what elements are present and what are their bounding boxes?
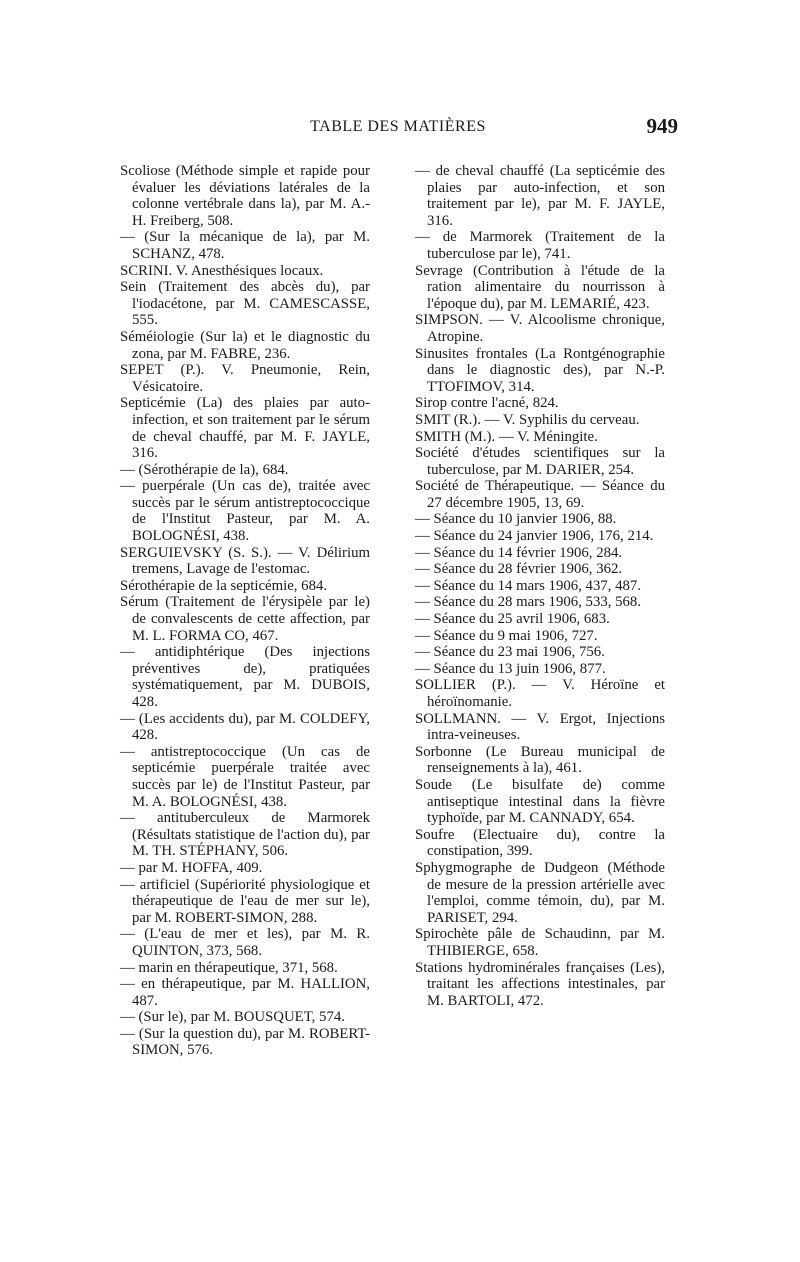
index-entry: — Séance du 14 mars 1906, 437, 487. [415, 577, 642, 594]
index-entry: Société de Thérapeutique. — Séance du 27 décembre 1905, 13, 69. [415, 478, 665, 511]
index-entry: Spirochète pâle de Schaudinn, par M. THIBIERGE, 658. [415, 926, 665, 959]
index-entry: — Séance du 25 avril 1906, 683. [415, 611, 610, 628]
index-entry: — Séance du 28 février 1906, 362. [415, 561, 623, 578]
right-column [415, 163, 665, 1009]
left-column [120, 163, 370, 1059]
index-entry: SEPET (P.). V. Pneumonie, Rein, Vésicatoire. [120, 362, 370, 395]
index-entry: Sérothérapie de la septicémie, 684. [120, 577, 328, 594]
index-entry: Sinusites frontales (La Rontgénographie dans le diagnostic des), par N.-P. TTOFIMOV, 314. [415, 345, 665, 395]
index-entry: Stations hydrominérales françaises (Les), traitant les affections intestinales, par M. BARTOLI, 472. [415, 959, 665, 1009]
index-entry: Société d'études scientifiques sur la tuberculose, par M. DARIER, 254. [415, 445, 665, 478]
index-entry: — de cheval chauffé (La septicémie des plaies par auto-infection, et son traitement par le), par M. F. JAYLE, 316. [415, 163, 665, 229]
index-entry: — (Les accidents du), par M. COLDEFY, 428. [120, 710, 370, 744]
index-entry: SERGUIEVSKY (S. S.). — V. Délirium tremens, Lavage de l'estomac. [120, 544, 370, 578]
index-entry: — Séance du 24 janvier 1906, 176, 214. [415, 528, 654, 545]
index-entry: — antidiphtérique (Des injections préventives de), pratiquées systématiquement, par M. DUBOIS, 428. [120, 644, 370, 710]
index-entry: Séméiologie (Sur la) et le diagnostic du zona, par M. FABRE, 236. [120, 328, 370, 362]
index-entry: — Séance du 13 juin 1906, 877. [415, 660, 606, 677]
index-entry: — antistreptococcique (Un cas de septicémie puerpérale traitée avec succès par le) de l'Institut Pasteur, par M. A. BOLOGNÉSI, 438. [120, 743, 370, 810]
running-title: TABLE DES MATIÈRES [310, 118, 486, 135]
index-entry: — de Marmorek (Traitement de la tuberculose par le), 741. [415, 229, 665, 262]
index-entry: — Séance du 14 février 1906, 284. [415, 544, 623, 561]
index-entry: — en thérapeutique, par M. HALLION, 487. [120, 976, 370, 1009]
index-entry: Sphygmographe de Dudgeon (Méthode de mesure de la pression artérielle avec l'emploi, comme témoin, du), par M. PARISET, 294. [415, 859, 665, 926]
index-entry: — Séance du 10 janvier 1906, 88. [415, 511, 617, 528]
index-entry: Scoliose (Méthode simple et rapide pour évaluer les déviations latérales de la colonne vertébrale dans la), par M. A.-H. Freiberg, 508. [120, 163, 370, 229]
index-entry: SCRINI. V. Anesthésiques locaux. [120, 262, 324, 279]
index-entry: — Séance du 23 mai 1906, 756. [415, 644, 605, 661]
index-entry: — (L'eau de mer et les), par M. R. QUINTON, 373, 568. [120, 926, 370, 959]
index-entry: — artificiel (Supériorité physiologique et thérapeutique de l'eau de mer sur le), par M. ROBERT-SIMON, 288. [120, 876, 370, 926]
index-entry: Sevrage (Contribution à l'étude de la ration alimentaire du nourrisson à l'époque du), par M. LEMARIÉ, 423. [415, 262, 665, 312]
index-entry: — (Sérothérapie de la), 684. [120, 461, 289, 478]
index-entry: SMIT (R.). — V. Syphilis du cerveau. [415, 411, 640, 428]
index-entry: Soude (Le bisulfate de) comme antiseptique intestinal dans la fièvre typhoïde, par M. CANNADY, 654. [415, 776, 665, 827]
index-entry: — (Sur le), par M. BOUSQUET, 574. [120, 1009, 345, 1026]
index-entry: Septicémie (La) des plaies par auto-infection, et son traitement par le sérum de cheval chauffé, par M. F. JAYLE, 316. [120, 395, 370, 462]
index-entry: Soufre (Electuaire du), contre la constipation, 399. [415, 826, 665, 860]
index-entry: SIMPSON. — V. Alcoolisme chronique, Atropine. [415, 312, 665, 345]
index-entry: — antituberculeux de Marmorek (Résultats statistique de l'action du), par M. TH. STÉPHANY, 506. [120, 810, 370, 860]
index-entry: — par M. HOFFA, 409. [120, 859, 263, 876]
index-entry: Sirop contre l'acné, 824. [415, 395, 559, 412]
index-entry: Sérum (Traitement de l'érysipèle par le) de convalescents de cette affection, par M. L. FORMA CO, 467. [120, 594, 370, 644]
page-header [118, 114, 678, 140]
index-entry: — Séance du 28 mars 1906, 533, 568. [415, 594, 642, 611]
index-entry: Sein (Traitement des abcès du), par l'iodacétone, par M. CAMESCASSE, 555. [120, 279, 370, 329]
index-entry: — (Sur la question du), par M. ROBERT-SIMON, 576. [120, 1025, 370, 1059]
index-entry: SOLLIER (P.). — V. Héroïne et héroïnomanie. [415, 677, 665, 710]
index-entry: Sorbonne (Le Bureau municipal de renseignements à la), 461. [415, 743, 665, 777]
index-entry: SOLLMANN. — V. Ergot, Injections intra-veineuses. [415, 710, 665, 744]
index-entry: — marin en thérapeutique, 371, 568. [120, 959, 338, 976]
index-entry: — (Sur la mécanique de la), par M. SCHANZ, 478. [120, 229, 370, 262]
page-number: 949 [646, 114, 678, 138]
index-entry: — Séance du 9 mai 1906, 727. [415, 627, 598, 644]
index-entry: SMITH (M.). — V. Méningite. [415, 428, 598, 445]
index-entry: — puerpérale (Un cas de), traitée avec succès par le sérum antistreptococcique de l'Institut Pasteur, par M. A. BOLOGNÉSI, 438. [120, 478, 370, 545]
